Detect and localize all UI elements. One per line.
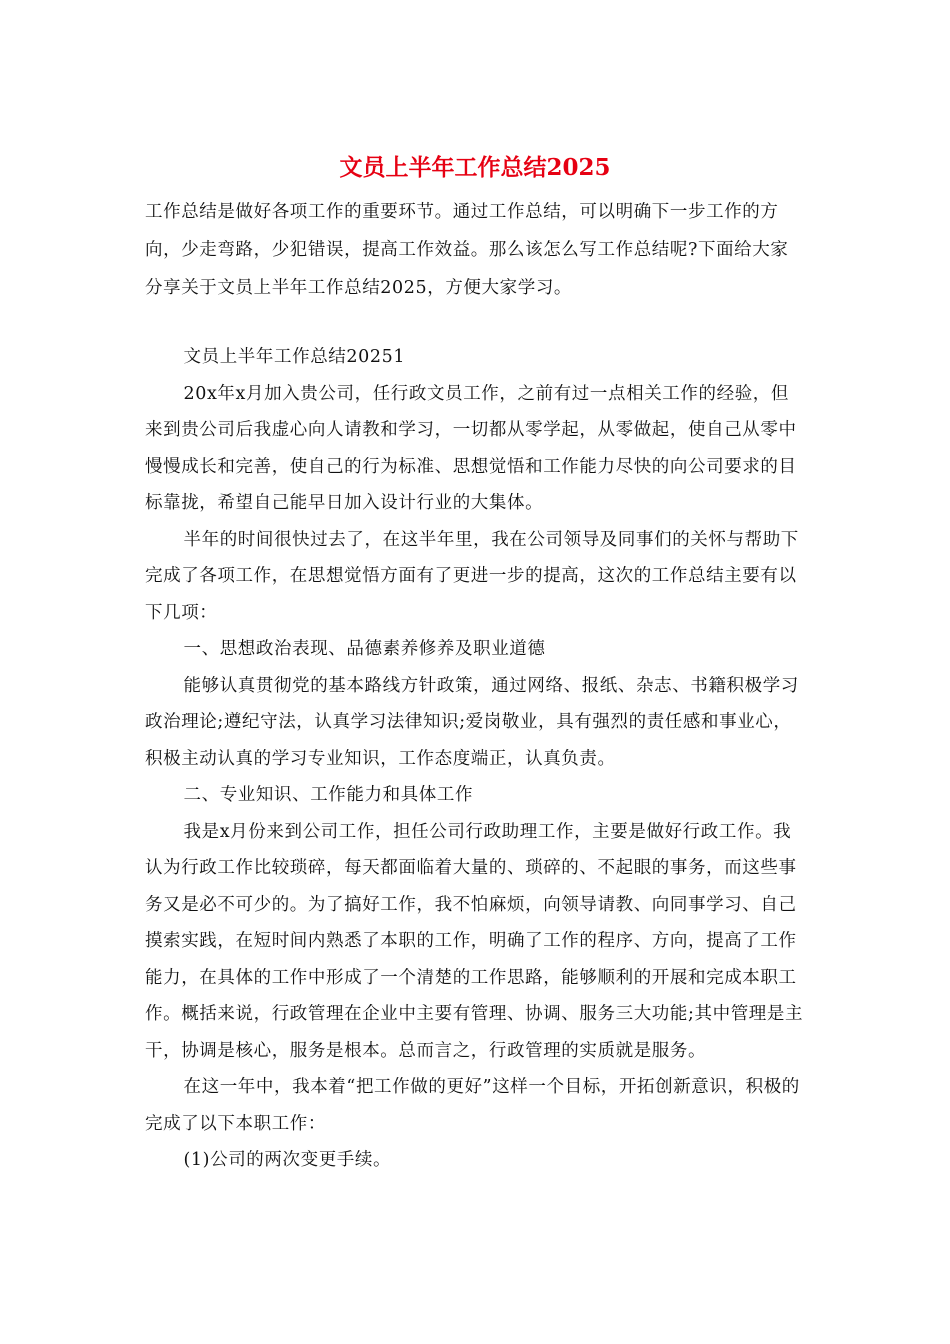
document-body — [145, 339, 805, 1179]
document-title: 文员上半年工作总结2025 — [339, 154, 611, 181]
body-paragraph: 在这一年中，我本着“把工作做的更好”这样一个目标，开拓创新意识，积极的完成了以下本职工作： — [145, 1077, 800, 1134]
body-paragraph: 能够认真贯彻党的基本路线方针政策，通过网络、报纸、杂志、书籍积极学习政治理论;遵纪守法，认真学习法律知识;爱岗敬业，具有强烈的责任感和事业心，积极主动认真的学习专业知识，工作态度端正，认真负责。 — [145, 675, 799, 769]
section-heading: 二、专业知识、工作能力和具体工作 — [183, 785, 474, 805]
body-paragraph: 我是x月份来到公司工作，担任公司行政助理工作，主要是做好行政工作。我认为行政工作比较琐碎，每天都面临着大量的、琐碎的、不起眼的事务，而这些事务又是必不可少的。为了搞好工作，我不怕麻烦，向领导请教、向同事学习、自己摸索实践，在短时间内熟悉了本职的工作，明确了工作的程序、方向，提高了工作能力，在具体的工作中形成了一个清楚的工作思路，能够顺利的开展和完成本职工作。概括来说，行政管理在企业中主要有管理、协调、服务三大功能;其中管理是主干，协调是核心，服务是根本。总而言之，行政管理的实质就是服务。 — [145, 821, 804, 1061]
section-heading: 一、思想政治表现、品德素养修养及职业道德 — [183, 639, 546, 659]
section-heading: 文员上半年工作总结20251 — [183, 347, 406, 367]
body-paragraph: 20x年x月加入贵公司，任行政文员工作，之前有过一点相关工作的经验，但来到贵公司后我虚心向人请教和学习，一切都从零学起，从零做起，使自己从零中慢慢成长和完善，使自己的行为标准、思想觉悟和工作能力尽快的向公司要求的目标靠拢，希望自己能早日加入设计行业的大集体。 — [145, 383, 797, 513]
body-paragraph: 半年的时间很快过去了，在这半年里，我在公司领导及同事们的关怀与帮助下完成了各项工作，在思想觉悟方面有了更进一步的提高，这次的工作总结主要有以下几项： — [145, 529, 799, 623]
intro-paragraph: 工作总结是做好各项工作的重要环节。通过工作总结，可以明确下一步工作的方向，少走弯路，少犯错误，提高工作效益。那么该怎么写工作总结呢?下面给大家分享关于文员上半年工作总结2025，方便大家学习。 — [145, 202, 789, 298]
list-item: (1)公司的两次变更手续。 — [183, 1150, 392, 1170]
